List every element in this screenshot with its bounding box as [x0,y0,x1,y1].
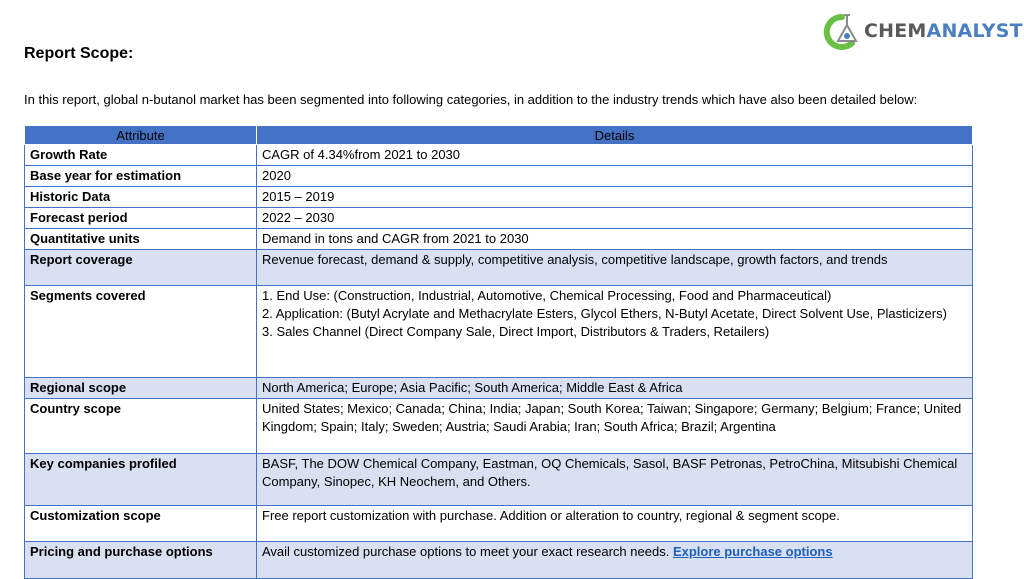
details-cell: CAGR of 4.34%from 2021 to 2030 [257,145,973,166]
attribute-cell: Regional scope [25,378,257,399]
table-row [25,286,973,378]
table-row [25,454,973,506]
table-row [25,208,973,229]
table-row [25,542,973,579]
attribute-cell: Growth Rate [25,145,257,166]
report-scope-table [24,125,973,579]
table-row [25,399,973,454]
flask-logo-icon [820,11,864,51]
table-row [25,187,973,208]
attribute-cell: Segments covered [25,286,257,378]
attribute-cell: Forecast period [25,208,257,229]
attribute-cell: Historic Data [25,187,257,208]
logo-text-analyst: ANALYST [926,20,1023,42]
details-cell: BASF, The DOW Chemical Company, Eastman, OQ Chemicals, Sasol, BASF Petronas, PetroChina, Mitsubishi Chemical Company, Sinopec, KH Neochem, and Others. [257,454,973,506]
table-row [25,250,973,286]
details-cell [257,286,973,378]
table-header-row [25,126,973,145]
attribute-cell: Quantitative units [25,229,257,250]
attribute-cell: Report coverage [25,250,257,286]
segment-application: 2. Application: (Butyl Acrylate and Methacrylate Esters, Glycol Ethers, N-Butyl Acetate, Direct Solvent Use, Plasticizers) [262,306,947,321]
details-cell: 2015 – 2019 [257,187,973,208]
attribute-cell: Key companies profiled [25,454,257,506]
header-details: Details [257,126,973,145]
attribute-cell: Base year for estimation [25,166,257,187]
details-cell: Free report customization with purchase. Addition or alteration to country, regional & segment scope. [257,506,973,542]
chemanalyst-logo [820,8,1023,54]
table-row [25,145,973,166]
attribute-cell: Customization scope [25,506,257,542]
details-cell: United States; Mexico; Canada; China; India; Japan; South Korea; Taiwan; Singapore; Germany; Belgium; France; United Kingdom; Spain; Italy; Sweden; Austria; Saudi Arabia; Iran; South Africa; Brazil; Argentina [257,399,973,454]
segment-sales-channel: 3. Sales Channel (Direct Company Sale, Direct Import, Distributors & Traders, Retailers) [262,324,770,339]
logo-text-chem: CHEM [864,20,927,42]
details-cell: 2020 [257,166,973,187]
intro-text: In this report, global n-butanol market has been segmented into following categories, in addition to the industry trends which have also been detailed below: [24,92,918,107]
table-row [25,166,973,187]
details-cell: Revenue forecast, demand & supply, competitive analysis, competitive landscape, growth factors, and trends [257,250,973,286]
attribute-cell: Pricing and purchase options [25,542,257,579]
details-cell: North America; Europe; Asia Pacific; South America; Middle East & Africa [257,378,973,399]
pricing-details-text: Avail customized purchase options to meet your exact research needs. [262,544,670,559]
details-cell: Demand in tons and CAGR from 2021 to 2030 [257,229,973,250]
table-row [25,229,973,250]
details-cell: 2022 – 2030 [257,208,973,229]
header-attribute: Attribute [25,126,257,145]
explore-purchase-options-link[interactable]: Explore purchase options [672,544,833,559]
details-cell [257,542,973,579]
table-row [25,378,973,399]
page-title: Report Scope: [24,45,134,62]
table-row [25,506,973,542]
attribute-cell: Country scope [25,399,257,454]
segment-end-use: 1. End Use: (Construction, Industrial, Automotive, Chemical Processing, Food and Pharmaceutical) [262,288,832,303]
